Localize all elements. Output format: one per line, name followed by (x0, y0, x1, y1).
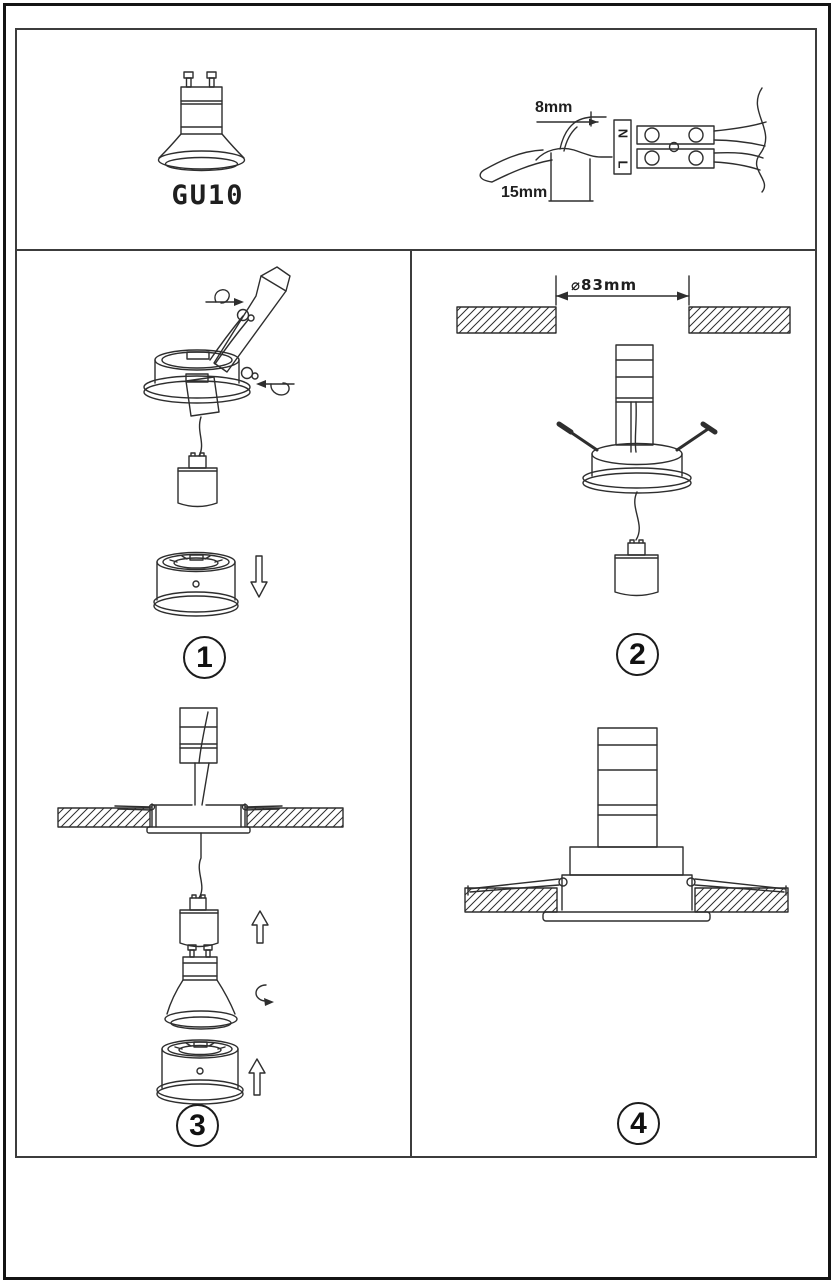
gu10-bulb-small-drawing (165, 945, 237, 1029)
twist-arrow-icon (256, 985, 274, 1006)
screw-rotation-icon (256, 380, 294, 395)
step-1-badge: 1 (183, 636, 226, 679)
terminal-live-label: L (615, 160, 631, 169)
mains-cable-squiggle (757, 88, 766, 192)
insert-up-arrow-icon (252, 911, 268, 943)
spring-arm (677, 429, 708, 450)
step-4-badge: 4 (617, 1102, 660, 1145)
terminal-neutral-label: N (615, 128, 631, 139)
terminal-block-drawing (614, 88, 766, 192)
step-2-drawing (457, 276, 790, 596)
step-2-badge: 2 (616, 633, 659, 676)
step-3-badge: 3 (176, 1104, 219, 1147)
step-1-drawing (144, 267, 294, 616)
retaining-ring-drawing (154, 553, 238, 617)
screw-rotation-icon (206, 290, 244, 306)
gu10-bulb-label: GU10 (171, 180, 245, 211)
step-4-drawing (465, 728, 788, 921)
retaining-ring-drawing (157, 1040, 243, 1104)
gu10-bulb-drawing (159, 72, 245, 171)
step-3-drawing (58, 708, 343, 1104)
dimension-arrow-icon (589, 119, 598, 126)
insert-up-arrow-icon (249, 1059, 265, 1095)
cutout-diameter-label: ⌀83mm (571, 276, 638, 294)
strip-length-8mm-label: 8mm (535, 99, 573, 116)
strip-length-15mm-label: 15mm (501, 184, 548, 201)
insert-down-arrow-icon (251, 556, 267, 597)
